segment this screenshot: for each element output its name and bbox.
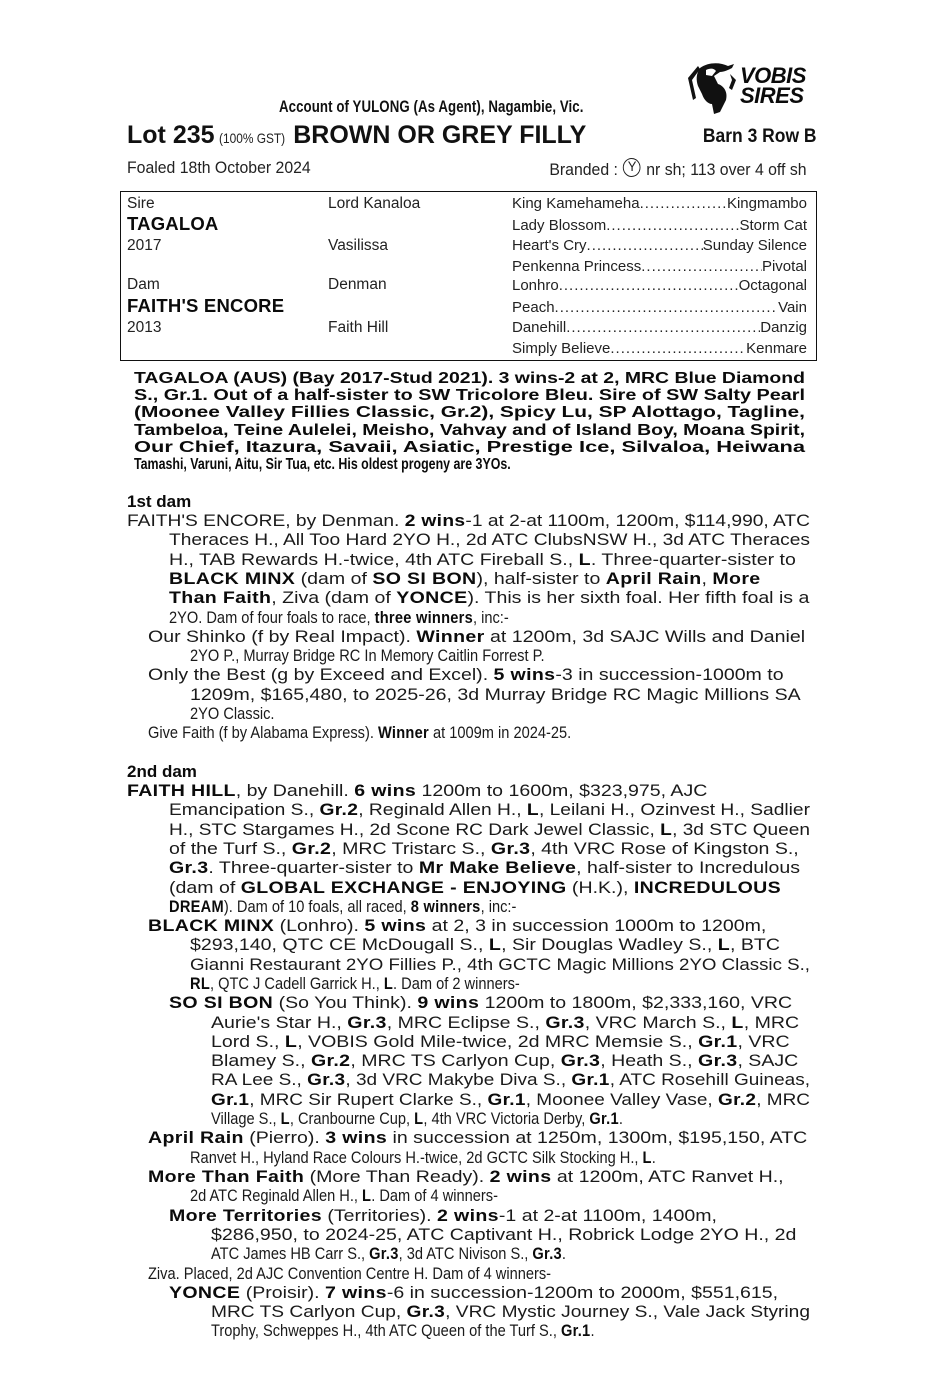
highlight-text: Gr.3 bbox=[560, 1051, 601, 1071]
highlight-text: INCREDULOUS bbox=[633, 877, 782, 897]
highlight-text: Gr.1 bbox=[571, 1070, 610, 1090]
highlight-text: 6 wins bbox=[354, 781, 417, 800]
highlight-text: L bbox=[362, 1186, 372, 1206]
leader-dots bbox=[610, 340, 746, 358]
entry-text: at 1009m in 2024-25. bbox=[428, 723, 572, 743]
entry-text: , half-sister to Incredulous bbox=[576, 858, 801, 878]
entry-text: at 1200m, ATC Ranvet H., bbox=[551, 1167, 784, 1186]
entry-line bbox=[211, 1070, 810, 1089]
entry-line bbox=[148, 1128, 810, 1147]
horse-rider-icon bbox=[684, 60, 740, 116]
entry-text: , 3d ATC Nivison S., bbox=[398, 1244, 533, 1264]
vobis-sires-logo bbox=[684, 60, 820, 116]
entry-line bbox=[211, 1013, 810, 1032]
entry-text: at 2, 3 in succession 1000m to 1200m, bbox=[426, 916, 767, 936]
entry-text: Aurie's Star H., bbox=[211, 1012, 348, 1032]
entry-text: 2d ATC Reginald Allen H., bbox=[190, 1186, 363, 1206]
entry-line bbox=[190, 935, 810, 954]
entry-text: MRC TS Carlyon Cup, bbox=[211, 1302, 407, 1322]
entry-text: -3 in succession-1000m to bbox=[555, 665, 784, 685]
sire-summary-line: Tambeloa, Teine Aulelei, Meisho, Vahvay and of Island Boy, Moana Spirit, bbox=[134, 421, 805, 439]
entry-text: RA Lee S., bbox=[211, 1070, 308, 1090]
sire-name: TAGALOA bbox=[127, 213, 219, 234]
entry-text: 1200m to 1800m, $2,333,160, VRC bbox=[479, 993, 793, 1013]
entry-text: (H.K.), bbox=[566, 877, 634, 897]
sire-year: 2017 bbox=[127, 237, 162, 254]
entry-line bbox=[169, 1283, 810, 1302]
ancestor-sire: Pivotal bbox=[761, 258, 807, 275]
entry-text: . Dam of 2 winners- bbox=[393, 973, 520, 993]
highlight-text: BLACK MINX bbox=[169, 568, 296, 588]
entry-text: Lord S., bbox=[211, 1031, 285, 1051]
entry-line bbox=[211, 1051, 810, 1070]
entry-line bbox=[169, 550, 810, 569]
entry-text: . Three-quarter-sister to bbox=[208, 858, 419, 878]
entry-text: (Territories). bbox=[321, 1205, 438, 1225]
dam-dam: Faith Hill bbox=[328, 319, 389, 336]
sire-summary-line: Our Chief, Itazura, Savaii, Asiatic, Prestige Ice, Silvaloa, Heiwana bbox=[134, 438, 805, 456]
highlight-text: L bbox=[526, 800, 539, 820]
entry-line bbox=[190, 1148, 810, 1167]
highlight-text: 9 wins bbox=[417, 993, 480, 1013]
entry-text: -6 in succession-1200m to 2000m, $551,615, bbox=[386, 1282, 779, 1302]
entry-text: , VRC Mystic Journey S., Vale Jack Styring bbox=[445, 1302, 810, 1322]
entry-text: 1209m, $165,480, to 2025-26, 3d Murray Bridge RC Magic Millions SA bbox=[190, 684, 801, 704]
highlight-text: SO SI BON bbox=[169, 993, 274, 1013]
vendor-account: Account of YULONG (As Agent), Nagambie, Vic. bbox=[279, 97, 584, 116]
entry-text: , MRC bbox=[756, 1089, 810, 1109]
entry-text: , VRC bbox=[737, 1031, 790, 1051]
entry-text: FAITH'S ENCORE, by Denman. bbox=[127, 511, 405, 530]
entry-line bbox=[148, 1167, 810, 1186]
entry-line bbox=[211, 1090, 810, 1109]
entry-line bbox=[148, 723, 810, 742]
highlight-text: 2 wins bbox=[404, 511, 466, 530]
entry-text: . bbox=[618, 1109, 623, 1129]
entry-text: of the Turf S., bbox=[169, 838, 292, 858]
entry-text: , BTC bbox=[729, 935, 780, 955]
sire-summary-line: Tamashi, Varuni, Aitu, Sir Tua, etc. His oldest progeny are 3YOs. bbox=[134, 456, 511, 474]
highlight-text: Gr.3 bbox=[490, 838, 531, 858]
ancestor-name: Lonhro bbox=[512, 277, 559, 294]
entry-line bbox=[169, 993, 810, 1012]
highlight-text: Gr.2 bbox=[310, 1051, 351, 1071]
dam-label: Dam bbox=[127, 276, 160, 293]
ancestor-sire: Kingmambo bbox=[726, 195, 807, 212]
entry-text: H., TAB Rewards H.-twice, 4th ATC Fireball S., bbox=[169, 549, 579, 569]
pedigree-table bbox=[120, 191, 817, 361]
entry-text: H., STC Stargames H., 2d Scone RC Dark Jewel Classic, bbox=[169, 819, 661, 839]
ancestor-row bbox=[512, 277, 807, 295]
entry-text: (Pierro). bbox=[243, 1128, 326, 1148]
entry-text: , Ziva (dam of bbox=[271, 588, 397, 608]
leader-dots bbox=[566, 319, 760, 337]
highlight-text: 3 wins bbox=[325, 1128, 388, 1148]
highlight-text: 8 winners bbox=[410, 896, 481, 916]
entry-line bbox=[127, 511, 810, 530]
entry-text: -1 at 2-at 1100m, 1400m, bbox=[498, 1205, 717, 1225]
entry-text: ). Dam of 10 foals, all raced, bbox=[223, 896, 411, 916]
highlight-text: 5 wins bbox=[493, 665, 556, 685]
entry-text: , VRC March S., bbox=[584, 1012, 732, 1032]
highlight-text: Than Faith bbox=[169, 588, 272, 608]
highlight-text: Winner bbox=[416, 626, 485, 646]
highlight-text: Gr.3 bbox=[369, 1244, 399, 1264]
leader-dots bbox=[555, 299, 779, 317]
highlight-text: YONCE bbox=[396, 588, 468, 608]
logo-line-1: VOBIS bbox=[740, 63, 806, 88]
ancestor-row bbox=[512, 340, 807, 358]
entry-line bbox=[148, 916, 810, 935]
leader-dots bbox=[587, 237, 703, 255]
branded-label: Branded : bbox=[549, 160, 619, 179]
entry-text: ). This is her sixth foal. Her fifth foal is a bbox=[467, 588, 810, 608]
ancestor-sire: Danzig bbox=[760, 319, 807, 336]
entry-text: Emancipation S., bbox=[169, 800, 320, 820]
highlight-text: April Rain bbox=[605, 568, 702, 588]
entry-text: at 1200m, 3d SAJC Wills and Daniel bbox=[484, 626, 806, 646]
branded-detail: nr sh; 113 over 4 off sh bbox=[646, 160, 807, 179]
gst-note: (100% GST) bbox=[218, 130, 286, 146]
highlight-text: Gr.3 bbox=[347, 1012, 387, 1032]
highlight-text: Gr.2 bbox=[717, 1089, 757, 1109]
highlight-text: L bbox=[642, 1147, 652, 1167]
ancestor-row bbox=[512, 217, 807, 235]
entry-text: . Three-quarter-sister to bbox=[590, 549, 796, 569]
entry-text: , MRC Eclipse S., bbox=[386, 1012, 546, 1032]
entry-text: , SAJC bbox=[737, 1051, 799, 1071]
entry-text: , bbox=[701, 568, 713, 588]
entry-text: , Moonee Valley Vase, bbox=[525, 1089, 718, 1109]
entry-text: Blamey S., bbox=[211, 1051, 311, 1071]
entry-text: Our Shinko (f by Real Impact). bbox=[148, 626, 417, 646]
highlight-text: L bbox=[731, 1012, 744, 1032]
dam-name: FAITH'S ENCORE bbox=[127, 295, 285, 316]
entry-line bbox=[169, 858, 810, 877]
highlight-text: three winners bbox=[374, 607, 473, 627]
entry-line bbox=[211, 1244, 810, 1263]
brand-symbol-icon bbox=[624, 158, 642, 177]
leader-dots bbox=[640, 195, 727, 213]
sire-summary-line: S., Gr.1. Out of a half-sister to SW Tricolore Bleu. Sire of SW Salty Pearl bbox=[134, 387, 806, 405]
entry-text: , 3d VRC Makybe Diva S., bbox=[345, 1070, 572, 1090]
ancestor-sire: Vain bbox=[778, 299, 807, 316]
entry-text: Ranvet H., Hyland Race Colours H.-twice, 2d GCTC Silk Stocking H., bbox=[190, 1147, 643, 1167]
entry-line bbox=[190, 646, 810, 665]
highlight-text: Winner bbox=[377, 723, 429, 743]
entry-text: , Reginald Allen H., bbox=[358, 800, 527, 820]
entry-line bbox=[169, 530, 810, 549]
entry-text: , 4th VRC Rose of Kingston S., bbox=[530, 838, 799, 858]
entry-line bbox=[169, 569, 810, 588]
ancestor-name: Simply Believe bbox=[512, 340, 611, 357]
highlight-text: Gr.2 bbox=[319, 800, 359, 820]
entry-line bbox=[127, 781, 810, 800]
highlight-text: FAITH HILL bbox=[127, 781, 236, 800]
highlight-text: Gr.3 bbox=[307, 1070, 346, 1090]
sire-sire: Lord Kanaloa bbox=[328, 195, 421, 212]
highlight-text: Gr.1 bbox=[698, 1031, 738, 1051]
entry-line bbox=[169, 820, 810, 839]
highlight-text: YONCE bbox=[169, 1282, 241, 1302]
ancestor-row bbox=[512, 195, 807, 213]
entry-text: ATC James HB Carr S., bbox=[211, 1244, 370, 1264]
highlight-text: More Territories bbox=[169, 1205, 322, 1225]
highlight-text: L bbox=[660, 819, 673, 839]
entry-line bbox=[211, 1302, 810, 1321]
entry-text: , MRC Tristarc S., bbox=[331, 838, 491, 858]
ancestor-sire: Storm Cat bbox=[739, 217, 807, 234]
highlight-text: GLOBAL EXCHANGE - ENJOYING bbox=[240, 877, 567, 897]
ancestor-name: Danehill bbox=[512, 319, 567, 336]
sire-summary-line: TAGALOA (AUS) (Bay 2017-Stud 2021). 3 wins-2 at 2, MRC Blue Diamond bbox=[134, 370, 805, 387]
entry-text: , Leilani H., Ozinvest H., Sadlier bbox=[538, 800, 811, 820]
highlight-text: L bbox=[578, 549, 591, 569]
entry-text: , inc:- bbox=[472, 607, 509, 627]
entry-text: . bbox=[651, 1147, 656, 1167]
highlight-text: Gr.3 bbox=[169, 858, 209, 878]
highlight-text: Gr.1 bbox=[589, 1109, 619, 1129]
dam-year: 2013 bbox=[127, 319, 162, 336]
sire-summary bbox=[134, 370, 805, 473]
entry-text: 2YO P., Murray Bridge RC In Memory Caitlin Forrest P. bbox=[190, 646, 545, 666]
entry-text: , Sir Douglas Wadley S., bbox=[501, 935, 718, 955]
entry-line bbox=[211, 1032, 810, 1051]
entry-line bbox=[169, 800, 810, 819]
leader-dots bbox=[606, 217, 739, 235]
entry-text: 1200m to 1600m, $323,975, AJC bbox=[416, 781, 708, 800]
entry-text: ), half-sister to bbox=[476, 568, 606, 588]
entry-line bbox=[169, 878, 810, 897]
entry-text: Ziva. Placed, 2d AJC Convention Centre H. Dam of 4 winners- bbox=[148, 1263, 552, 1283]
highlight-text: More Than Faith bbox=[148, 1167, 305, 1186]
lot-description: BROWN OR GREY FILLY bbox=[293, 121, 587, 149]
entry-line bbox=[211, 1109, 810, 1128]
entry-text: Theraces H., All Too Hard 2YO H., 2d ATC ClubsNSW H., 3d ATC Theraces bbox=[169, 530, 811, 550]
entry-text: $286,950, to 2024-25, ATC Captivant H., Robrick Lodge 2YO H., 2d bbox=[211, 1224, 797, 1244]
entry-text: , inc:- bbox=[480, 896, 517, 916]
ancestor-row bbox=[512, 299, 807, 317]
highlight-text: L bbox=[488, 935, 502, 955]
highlight-text: Gr.1 bbox=[560, 1321, 591, 1341]
highlight-text: Gr.1 bbox=[487, 1089, 526, 1109]
highlight-text: L bbox=[717, 935, 730, 955]
ancestor-name: Lady Blossom bbox=[512, 217, 607, 234]
highlight-text: Gr.3 bbox=[406, 1302, 446, 1322]
brand-info bbox=[550, 158, 807, 180]
highlight-text: L bbox=[414, 1109, 424, 1129]
highlight-text: Gr.3 bbox=[545, 1012, 585, 1032]
barn-location: Barn 3 Row B bbox=[703, 126, 817, 147]
highlight-text: 2 wins bbox=[489, 1167, 552, 1186]
entry-line bbox=[169, 588, 810, 607]
entry-text: Village S., bbox=[211, 1109, 281, 1129]
second-dam-heading: 2nd dam bbox=[127, 762, 197, 781]
entry-text: , MRC Sir Rupert Clarke S., bbox=[249, 1089, 488, 1109]
entry-line bbox=[190, 1186, 810, 1205]
highlight-text: DREAM bbox=[169, 896, 224, 916]
entry-line bbox=[190, 974, 810, 993]
ancestor-row bbox=[512, 319, 807, 337]
logo-wordmark bbox=[740, 63, 806, 108]
highlight-text: SO SI BON bbox=[372, 568, 477, 588]
highlight-text: RL bbox=[190, 973, 211, 993]
foaled-date: Foaled 18th October 2024 bbox=[127, 158, 311, 177]
entry-text: (dam of bbox=[295, 568, 373, 588]
leader-dots bbox=[559, 277, 739, 295]
first-dam-heading: 1st dam bbox=[127, 492, 192, 511]
ancestor-sire: Kenmare bbox=[746, 340, 807, 357]
entry-text: Gianni Restaurant 2YO Fillies P., 4th GCTC Magic Millions 2YO Classic S., bbox=[190, 954, 810, 974]
entry-text: , Cranbourne Cup, bbox=[289, 1109, 415, 1129]
highlight-text: Gr.3 bbox=[698, 1051, 738, 1071]
entry-text: (dam of bbox=[169, 877, 241, 897]
highlight-text: Mr Make Believe bbox=[418, 858, 577, 878]
highlight-text: L bbox=[383, 973, 394, 993]
entry-line bbox=[148, 665, 810, 684]
entry-text: , 3d STC Queen bbox=[672, 819, 811, 839]
ancestor-name: Heart's Cry bbox=[512, 237, 587, 254]
entry-text: , Heath S., bbox=[600, 1051, 699, 1071]
entry-text: 2YO Classic. bbox=[190, 703, 275, 723]
ancestor-row bbox=[512, 258, 807, 276]
ancestor-sire: Octagonal bbox=[738, 277, 807, 294]
entry-line bbox=[169, 897, 810, 916]
entry-text: Trophy, Schweppes H., 4th ATC Queen of the Turf S., bbox=[211, 1321, 561, 1341]
sire-label: Sire bbox=[127, 195, 155, 212]
dam-sire: Denman bbox=[328, 276, 387, 293]
lot-title bbox=[127, 121, 586, 151]
entry-text: , MRC TS Carlyon Cup, bbox=[350, 1051, 561, 1071]
entry-text: , 4th VRC Victoria Derby, bbox=[423, 1109, 590, 1129]
entry-text: , by Danehill. bbox=[235, 781, 355, 800]
entry-text: , ATC Rosehill Guineas, bbox=[609, 1070, 810, 1090]
entry-line bbox=[211, 1225, 810, 1244]
entry-line bbox=[190, 685, 810, 704]
entry-line bbox=[148, 1264, 810, 1283]
highlight-text: Gr.2 bbox=[291, 838, 332, 858]
entry-line bbox=[211, 1321, 810, 1340]
entry-text: Give Faith (f by Alabama Express). bbox=[148, 723, 378, 743]
entry-line bbox=[190, 704, 810, 723]
highlight-text: Gr.3 bbox=[532, 1244, 562, 1264]
entry-line bbox=[190, 955, 810, 974]
entry-line bbox=[169, 839, 810, 858]
logo-line-2: SIRES bbox=[740, 83, 804, 108]
highlight-text: More bbox=[712, 568, 761, 588]
entry-text: (So You Think). bbox=[273, 993, 418, 1013]
entry-text: . bbox=[561, 1244, 566, 1264]
highlight-text: BLACK MINX bbox=[148, 916, 275, 936]
ancestor-name: Penkenna Princess bbox=[512, 258, 642, 275]
highlight-text: Gr.1 bbox=[211, 1089, 250, 1109]
ancestor-name: King Kamehameha bbox=[512, 195, 640, 212]
highlight-text: L bbox=[284, 1031, 298, 1051]
ancestor-row bbox=[512, 237, 807, 255]
entry-text: (Proisir). bbox=[240, 1282, 325, 1302]
sire-dam: Vasilissa bbox=[328, 237, 389, 254]
entry-text: , VOBIS Gold Mile-twice, 2d MRC Memsie S., bbox=[297, 1031, 699, 1051]
highlight-text: 7 wins bbox=[324, 1282, 387, 1302]
entry-text: , MRC bbox=[743, 1012, 800, 1032]
lot-number: Lot 235 bbox=[127, 121, 215, 149]
entry-text: . Dam of 4 winners- bbox=[371, 1186, 498, 1206]
highlight-text: April Rain bbox=[148, 1128, 244, 1148]
entry-text: . bbox=[590, 1321, 595, 1341]
ancestor-name: Peach bbox=[512, 299, 555, 316]
highlight-text: 5 wins bbox=[364, 916, 427, 936]
entry-text: (Lonhro). bbox=[274, 916, 365, 936]
entry-text: in succession at 1250m, 1300m, $195,150, ATC bbox=[387, 1128, 808, 1148]
entry-text: $293,140, QTC CE McDougall S., bbox=[190, 935, 489, 955]
entry-text: (More Than Ready). bbox=[304, 1167, 490, 1186]
entry-line bbox=[148, 627, 810, 646]
highlight-text: 2 wins bbox=[437, 1205, 499, 1225]
entry-line bbox=[169, 1206, 810, 1225]
entry-text: , QTC J Cadell Garrick H., bbox=[210, 973, 384, 993]
highlight-text: L bbox=[280, 1109, 290, 1129]
sire-summary-line: (Moonee Valley Fillies Classic, Gr.2), Spicy Lu, SP Alottago, Tagline, bbox=[134, 404, 805, 422]
entry-text: Only the Best (g by Exceed and Excel). bbox=[148, 665, 494, 685]
entry-text: 2YO. Dam of four foals to race, bbox=[169, 607, 375, 627]
entry-text: -1 at 2-at 1100m, 1200m, $114,990, ATC bbox=[465, 511, 810, 530]
leader-dots bbox=[641, 258, 762, 276]
entry-line bbox=[169, 608, 810, 627]
ancestor-sire: Sunday Silence bbox=[702, 237, 807, 254]
